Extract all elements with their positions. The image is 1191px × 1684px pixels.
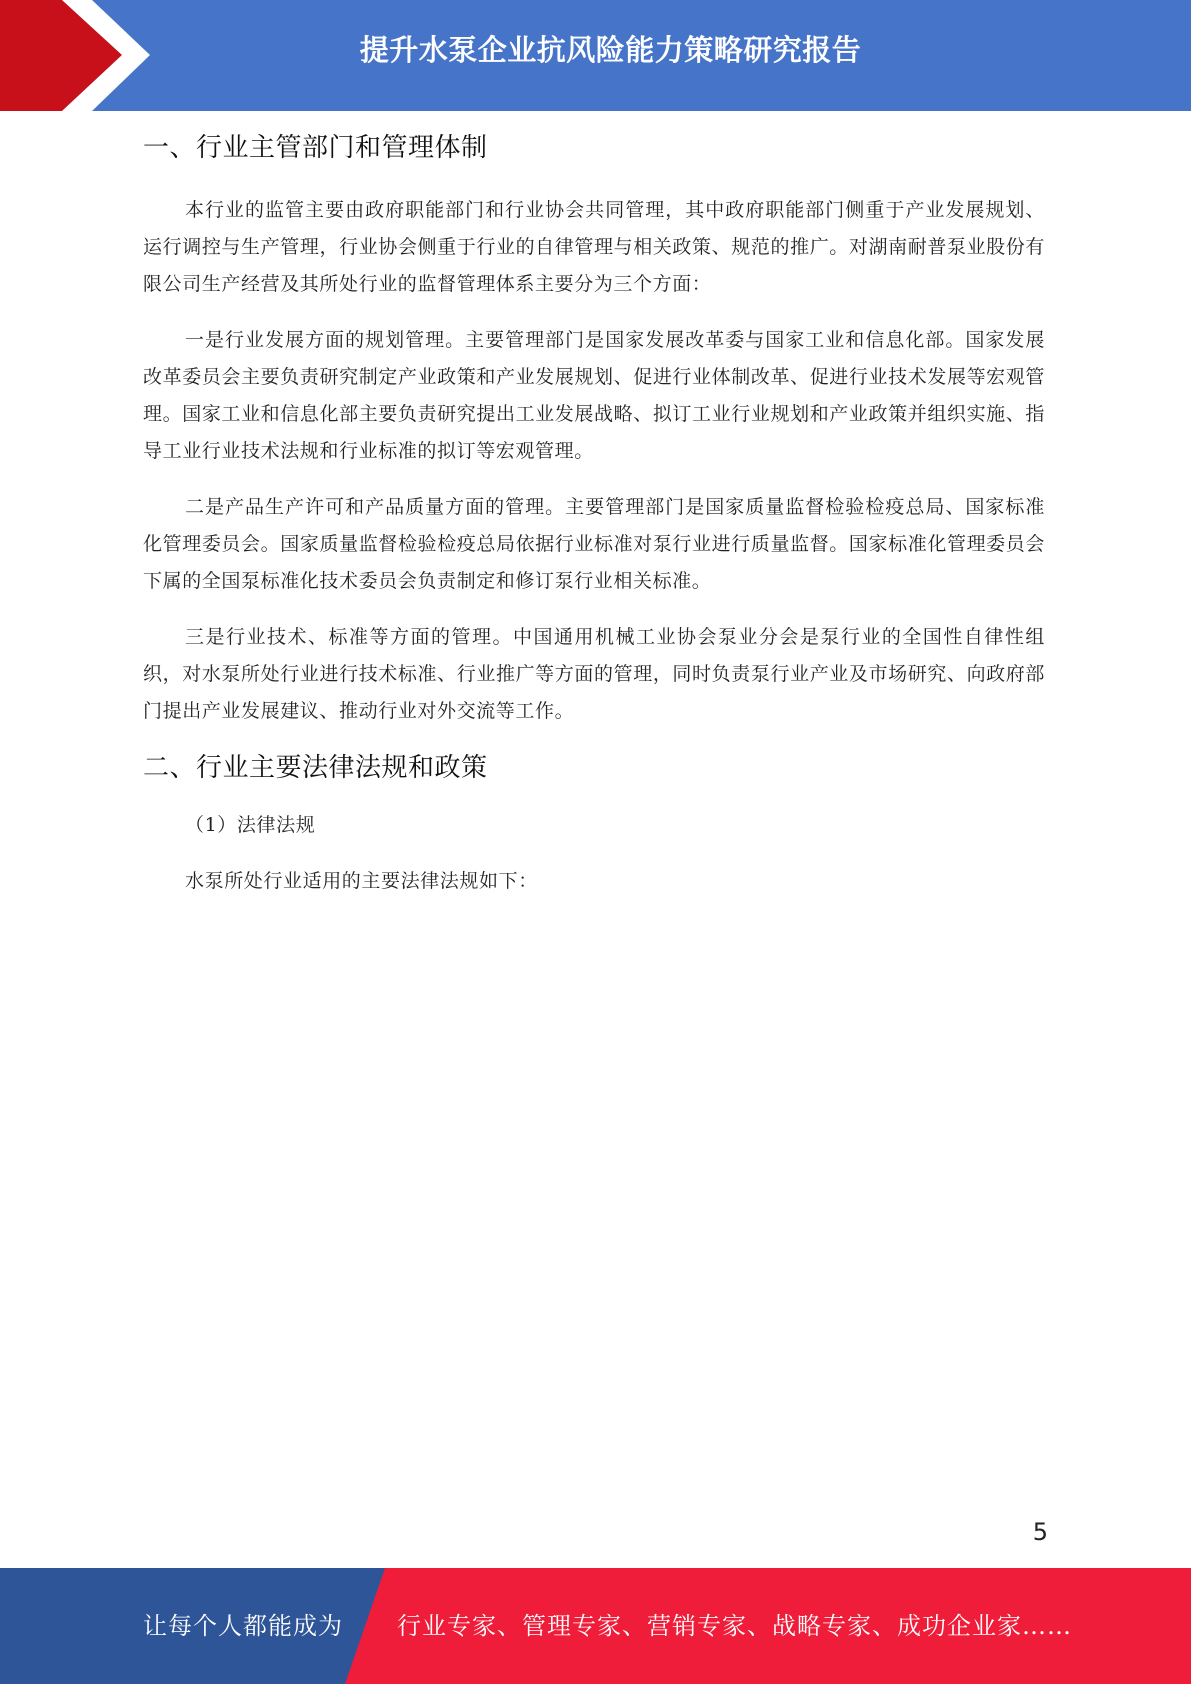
footer-slogan-left: 让每个人都能成为 [143, 1612, 343, 1640]
paragraph-planning-management: 一是行业发展方面的规划管理。主要管理部门是国家发展改革委与国家工业和信息化部。国家发展改革委员会主要负责研究制定产业政策和产业发展规划、促进行业体制改革、促进行业技术发展等宏观管理。国家工业和信息化部主要负责研究提出工业发展战略、拟订工业行业规划和产业政策并组织实施、指导工业行业技术法规和行业标准的拟订等宏观管理。 [143, 329, 1045, 462]
paragraph-quality-management: 二是产品生产许可和产品质量方面的管理。主要管理部门是国家质量监督检验检疫总局、国家标准化管理委员会。国家质量监督检验检疫总局依据行业标准对泵行业进行质量监督。国家标准化管理委员会下属的全国泵标准化技术委员会负责制定和修订泵行业相关标准。 [143, 496, 1045, 592]
report-header [0, 0, 1191, 111]
report-footer [0, 1568, 1191, 1684]
footer-slogan-right: 行业专家、管理专家、营销专家、战略专家、成功企业家…… [397, 1612, 1072, 1640]
paragraph-laws-intro: 水泵所处行业适用的主要法律法规如下： [185, 870, 538, 892]
section-heading-laws-policies: 二、行业主要法律法规和政策 [143, 753, 488, 783]
paragraph-technical-standards: 三是行业技术、标准等方面的管理。中国通用机械工业协会泵业分会是泵行业的全国性自律性组织，对水泵所处行业进行技术标准、行业推广等方面的管理，同时负责泵行业产业及市场研究、向政府部门提出产业发展建议、推动行业对外交流等工作。 [143, 626, 1045, 722]
subheading-laws-regulations: （1）法律法规 [185, 814, 316, 836]
page-number: 5 [1032, 1518, 1048, 1546]
paragraph-regulation-overview: 本行业的监管主要由政府职能部门和行业协会共同管理，其中政府职能部门侧重于产业发展规划、运行调控与生产管理，行业协会侧重于行业的自律管理与相关政策、规范的推广。对湖南耐普泵业股份有限公司生产经营及其所处行业的监督管理体系主要分为三个方面： [143, 199, 1045, 295]
page-content [143, 128, 1045, 900]
section-heading-management: 一、行业主管部门和管理体制 [143, 133, 488, 163]
report-title: 提升水泵企业抗风险能力策略研究报告 [359, 33, 862, 67]
